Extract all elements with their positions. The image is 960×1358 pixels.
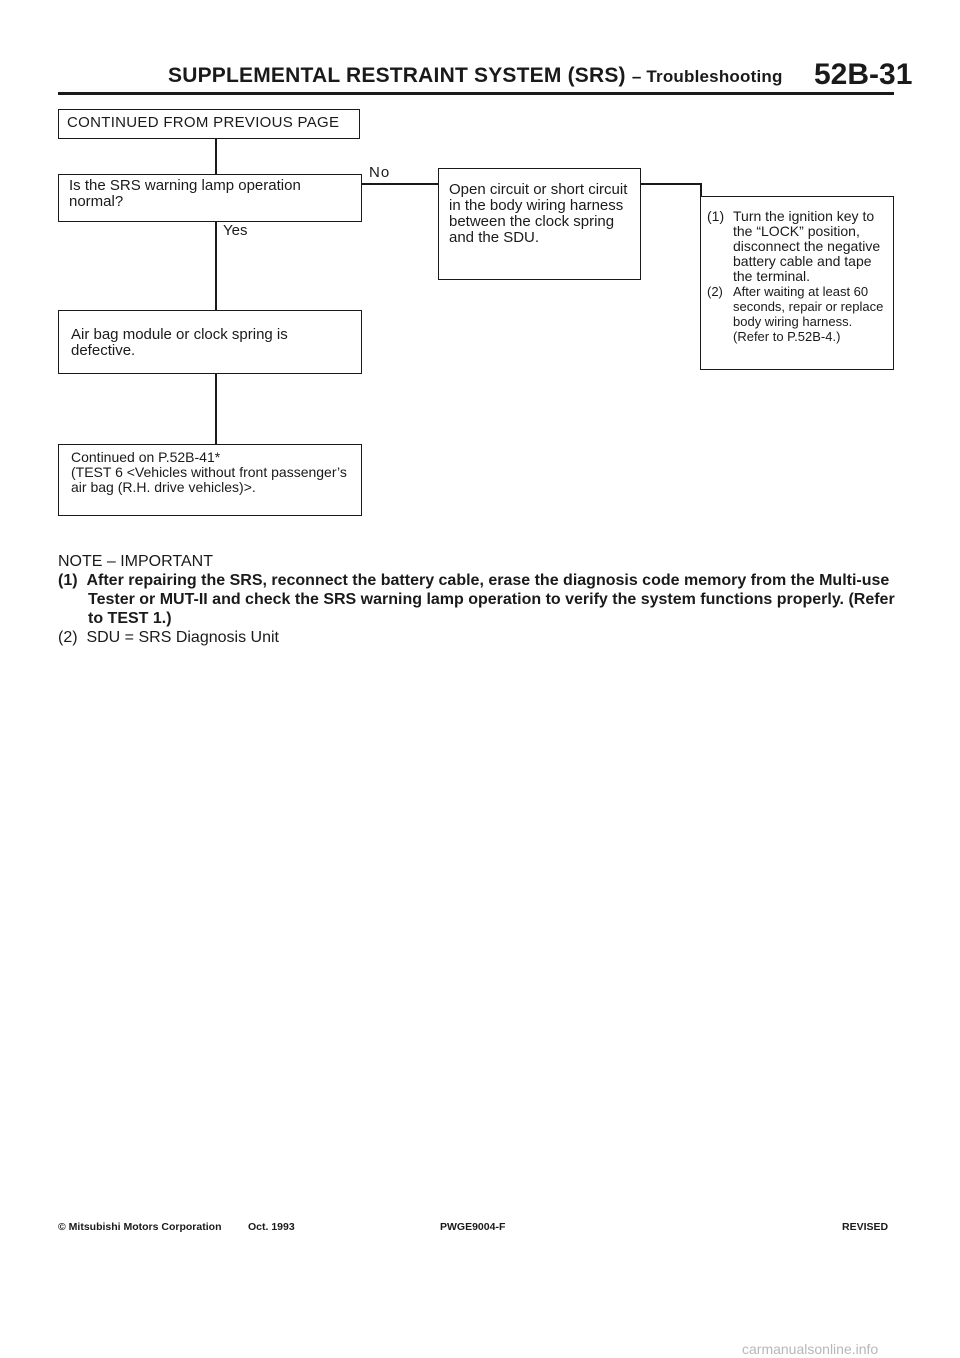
continued-on-line1: Continued on P.52B-41* (71, 449, 221, 465)
note-item-2-number: (2) (58, 629, 78, 646)
connector-continued-to-question (215, 139, 217, 174)
note-item-1-text: After repairing the SRS, reconnect the battery cable, erase the diagnosis code memory from the Multi-use Tester or MUT-II and check the SRS warning lamp operation to verify the system functions properly. (Refer to TEST 1.) (86, 572, 895, 627)
question-text: Is the SRS warning lamp operation normal? (69, 177, 301, 210)
continued-on-box (58, 444, 362, 516)
connector-defective-to-continued (215, 374, 217, 444)
footer-code: PWGE9004-F (440, 1221, 506, 1233)
note-item-2-text: SDU = SRS Diagnosis Unit (86, 629, 279, 646)
step-number: (1) (707, 208, 725, 224)
branch-label-yes: Yes (223, 222, 248, 239)
open-circuit-text: Open circuit or short circuit in the body wiring harness between the clock spring and the SDU. (449, 181, 628, 246)
note-item-1-number: (1) (58, 572, 78, 589)
question-box (58, 174, 362, 222)
header-rule (58, 92, 894, 95)
repair-step (707, 284, 887, 329)
continued-on-line2: (TEST 6 <Vehicles without front passenger’s air bag (R.H. drive vehicles)>. (71, 464, 347, 495)
step-text: (Refer to P.52B-4.) (733, 329, 841, 344)
repair-step (707, 209, 887, 284)
step-text: After waiting at least 60 seconds, repair or replace body wiring harness. (733, 284, 884, 329)
header-title-main: SUPPLEMENTAL RESTRAINT SYSTEM (SRS) (168, 64, 626, 87)
repair-steps-box (700, 196, 894, 370)
watermark-text: carmanualsonline.info (742, 1341, 879, 1357)
note-item-1 (58, 571, 908, 628)
defective-box (58, 310, 362, 374)
connector-open-to-steps (641, 183, 700, 185)
repair-step-reference (707, 329, 887, 344)
open-circuit-box (438, 168, 641, 280)
connector-question-to-defective (215, 222, 217, 310)
footer-date: Oct. 1993 (248, 1221, 295, 1233)
defective-text: Air bag module or clock spring is defective. (71, 326, 288, 359)
page-header-title (168, 64, 783, 88)
branch-label-no: No (369, 164, 391, 181)
connector-no-branch (362, 183, 438, 185)
continued-from-box: CONTINUED FROM PREVIOUS PAGE (58, 109, 360, 139)
header-title-sub: – Troubleshooting (631, 67, 783, 86)
step-text: Turn the ignition key to the “LOCK” position, disconnect the negative battery cable and tape the terminal. (733, 208, 881, 284)
footer-status: REVISED (842, 1221, 889, 1233)
step-number: (2) (707, 284, 723, 299)
note-item-2 (58, 628, 908, 647)
note-heading: NOTE – IMPORTANT (58, 553, 213, 570)
connector-steps-drop (700, 183, 702, 196)
page-number: 52B-31 (814, 58, 913, 91)
footer-copyright: © Mitsubishi Motors Corporation (58, 1221, 222, 1233)
